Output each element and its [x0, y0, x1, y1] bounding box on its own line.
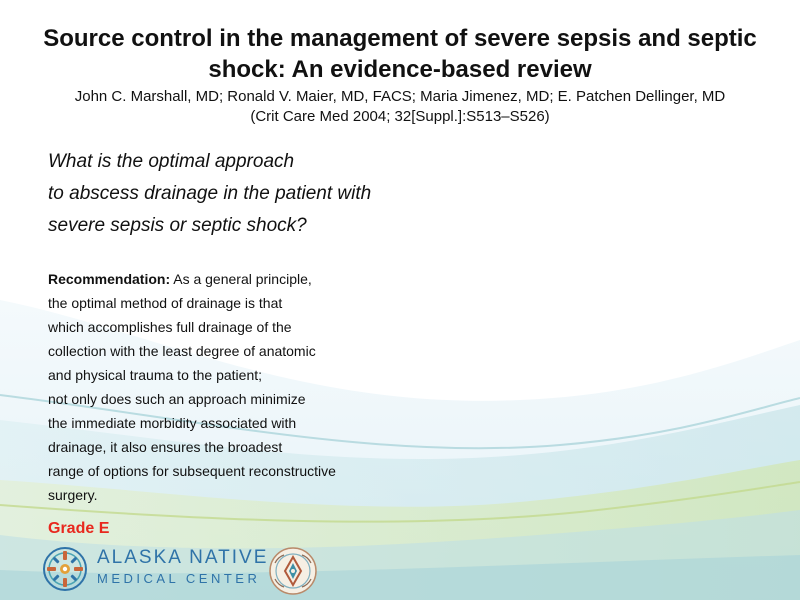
recommendation-line: surgery.: [48, 487, 98, 503]
recommendation-line: the optimal method of drainage is that: [48, 295, 283, 311]
citation: [24, 87, 776, 127]
logo-name-line2: MEDICAL CENTER: [97, 571, 261, 586]
authors-line: John C. Marshall, MD; Ronald V. Maier, MD, FACS; Maria Jimenez, MD; E. Patchen Dellinger, MD: [74, 88, 726, 105]
title-line: shock: An evidence-based review: [208, 56, 592, 83]
recommendation-line: and physical trauma to the patient;: [48, 367, 263, 383]
anmc-compass-emblem-icon: [42, 546, 88, 592]
slide-title: [24, 23, 776, 85]
circular-tribal-seal-icon: [265, 545, 321, 597]
recommendation-line: [48, 267, 488, 291]
recommendation-label: Recommendation:: [48, 271, 171, 287]
recommendation-line: not only does such an approach minimize: [48, 391, 306, 407]
recommendation-text: As a general principle,: [170, 271, 312, 287]
title-line: Source control in the management of severe sepsis and septic: [43, 25, 757, 52]
logo-name-line1: ALASKA NATIVE: [97, 547, 269, 568]
journal-reference: (Crit Care Med 2004; 32[Suppl.]:S513–S526): [250, 108, 550, 125]
recommendation-line: which accomplishes full drainage of the: [48, 319, 292, 335]
recommendation-line: drainage, it also ensures the broadest: [48, 439, 283, 455]
recommendation: [48, 267, 488, 507]
question-line: What is the optimal approach: [48, 151, 295, 172]
recommendation-line: collection with the least degree of anatomic: [48, 343, 316, 359]
recommendation-line: the immediate morbidity associated with: [48, 415, 297, 431]
recommendation-line: range of options for subsequent reconstructive: [48, 463, 336, 479]
question-line: to abscess drainage in the patient with: [48, 183, 372, 204]
question-line: severe sepsis or septic shock?: [48, 215, 307, 236]
question: [48, 146, 468, 242]
grade-label: Grade E: [48, 520, 110, 537]
